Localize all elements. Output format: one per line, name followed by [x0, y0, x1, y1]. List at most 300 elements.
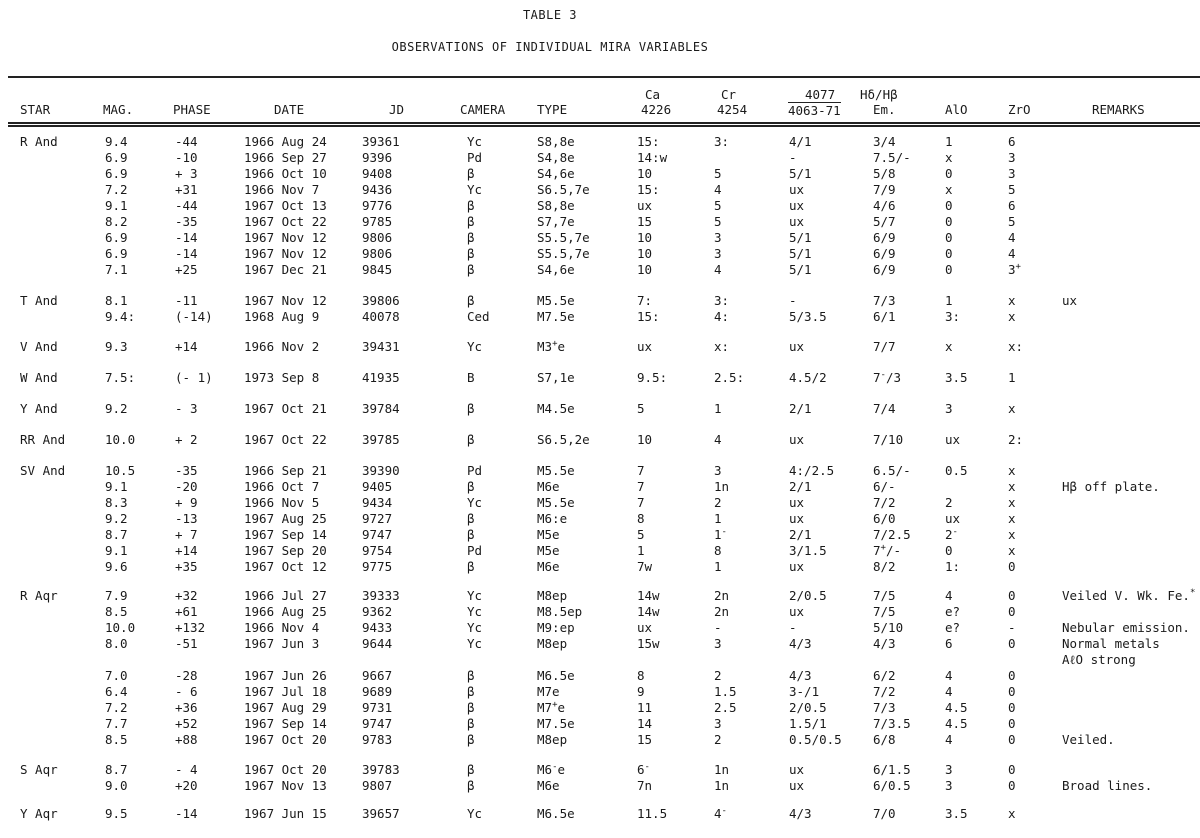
cell-date: 1966 Jul 27	[244, 588, 327, 603]
cell-hdelta: 3/4	[873, 134, 896, 149]
cell-camera: β	[467, 214, 475, 229]
cell-type: M6e	[537, 479, 560, 494]
cell-date: 1967 Sep 14	[244, 527, 327, 542]
cell-camera: β	[467, 732, 475, 747]
cell-ca: 8	[637, 511, 645, 526]
cell-hdelta: 6/0	[873, 511, 896, 526]
cell-cr: 2n	[714, 604, 730, 619]
cell-zro: 0	[1008, 716, 1016, 731]
cell-phase: - 3	[175, 401, 198, 416]
cell-alo: 6	[945, 636, 953, 651]
cell-alo: ux	[945, 511, 961, 526]
cell-ratio: 3/1.5	[789, 543, 827, 558]
cell-zro: 2:	[1008, 432, 1024, 447]
cell-alo: 3.5	[945, 806, 968, 821]
cell-camera: β	[467, 762, 475, 777]
cell-ratio: ux	[789, 339, 805, 354]
cell-ca: ux	[637, 620, 653, 635]
cell-jd: 9747	[362, 527, 393, 542]
cell-star: R And	[20, 134, 58, 149]
cell-mag: 8.1	[105, 293, 128, 308]
cell-ca: 10	[637, 432, 653, 447]
cell-jd: 39333	[362, 588, 400, 603]
cell-phase: +132	[175, 620, 206, 635]
cell-phase: -35	[175, 463, 198, 478]
cell-zro: x	[1008, 293, 1016, 308]
cell-ratio: 2/1	[789, 401, 812, 416]
cell-alo: x	[945, 182, 953, 197]
cell-camera: Yc	[467, 806, 483, 821]
cell-cr: 4	[714, 262, 722, 277]
cell-mag: 8.7	[105, 527, 128, 542]
cell-remarks: ux	[1062, 293, 1078, 308]
cell-ca: 8	[637, 668, 645, 683]
cell-cr: -	[714, 620, 722, 635]
cell-ratio: -	[789, 293, 797, 308]
cell-ca: 15	[637, 214, 653, 229]
cell-star: Y Aqr	[20, 806, 58, 821]
cell-type: S4,6e	[537, 166, 575, 181]
cell-zro: 6	[1008, 198, 1016, 213]
cell-alo: 4	[945, 588, 953, 603]
cell-jd: 39431	[362, 339, 400, 354]
cell-mag: 9.1	[105, 198, 128, 213]
cell-mag: 7.5:	[105, 370, 136, 385]
cell-mag: 7.0	[105, 668, 128, 683]
cell-alo: 3.5	[945, 370, 968, 385]
cell-alo: 0	[945, 230, 953, 245]
cell-ratio: 0.5/0.5	[789, 732, 842, 747]
cell-phase: +25	[175, 262, 198, 277]
cell-hdelta: 6/-	[873, 479, 896, 494]
cell-phase: -10	[175, 150, 198, 165]
cell-type: S8,8e	[537, 134, 575, 149]
cell-camera: β	[467, 166, 475, 181]
cell-ca: 14	[637, 716, 653, 731]
cell-phase: -35	[175, 214, 198, 229]
header-double-rule-1	[8, 122, 1200, 124]
cell-phase: - 4	[175, 762, 198, 777]
cell-type: S7,1e	[537, 370, 575, 385]
cell-jd: 39785	[362, 432, 400, 447]
cell-zro: x	[1008, 511, 1016, 526]
cell-zro: 0	[1008, 778, 1016, 793]
cell-date: 1967 Nov 12	[244, 230, 327, 245]
cell-phase: +52	[175, 716, 198, 731]
cell-type: S7,7e	[537, 214, 575, 229]
cell-hdelta: 5/7	[873, 214, 896, 229]
cell-date: 1967 Nov 12	[244, 246, 327, 261]
cell-alo: 0	[945, 166, 953, 181]
cell-remarks: Hβ off plate.	[1062, 479, 1160, 494]
cell-ratio: ux	[789, 778, 805, 793]
cell-jd: 9667	[362, 668, 393, 683]
col-jd-header: JD	[389, 102, 405, 117]
cell-ratio: 4/3	[789, 806, 812, 821]
cell-alo: 0	[945, 246, 953, 261]
cell-type: M4.5e	[537, 401, 575, 416]
cell-date: 1967 Oct 20	[244, 762, 327, 777]
cell-phase: +20	[175, 778, 198, 793]
cell-jd: 9785	[362, 214, 393, 229]
cell-hdelta: 7/2	[873, 495, 896, 510]
cell-alo: 3	[945, 778, 953, 793]
cell-hdelta: 6/1.5	[873, 762, 911, 777]
cell-cr: 5	[714, 166, 722, 181]
cell-camera: β	[467, 230, 475, 245]
cell-date: 1967 Oct 20	[244, 732, 327, 747]
cell-date: 1967 Oct 13	[244, 198, 327, 213]
cell-type: M6e	[537, 559, 560, 574]
cell-phase: +32	[175, 588, 198, 603]
cell-jd: 9806	[362, 230, 393, 245]
col-alo-header: AlO	[945, 102, 968, 117]
col-cr-header: Cr	[721, 87, 737, 102]
cell-jd: 39361	[362, 134, 400, 149]
cell-ca: 10	[637, 246, 653, 261]
cell-mag: 9.3	[105, 339, 128, 354]
cell-alo: x	[945, 150, 953, 165]
cell-mag: 8.7	[105, 762, 128, 777]
cell-cr: 8	[714, 543, 722, 558]
cell-cr: 3	[714, 716, 722, 731]
cell-zro: x	[1008, 463, 1016, 478]
cell-camera: Yc	[467, 182, 483, 197]
cell-camera: β	[467, 198, 475, 213]
cell-mag: 8.5	[105, 732, 128, 747]
cell-ca: 9	[637, 684, 645, 699]
cell-jd: 9776	[362, 198, 393, 213]
cell-jd: 39783	[362, 762, 400, 777]
cell-hdelta: 7/2	[873, 684, 896, 699]
cell-mag: 9.1	[105, 479, 128, 494]
cell-type: M8.5ep	[537, 604, 583, 619]
cell-mag: 8.0	[105, 636, 128, 651]
cell-mag: 7.1	[105, 262, 128, 277]
cell-phase: -11	[175, 293, 198, 308]
cell-alo: 3	[945, 401, 953, 416]
cell-hdelta: 6.5/-	[873, 463, 911, 478]
cell-camera: B	[467, 370, 475, 385]
cell-camera: β	[467, 479, 475, 494]
cell-date: 1967 Nov 12	[244, 293, 327, 308]
cell-ca: 15:	[637, 182, 660, 197]
cell-alo: 0	[945, 198, 953, 213]
cell-ca: 15w	[637, 636, 660, 651]
cell-date: 1966 Nov 2	[244, 339, 320, 354]
cell-jd: 9408	[362, 166, 393, 181]
cell-alo: 0	[945, 214, 953, 229]
cell-ratio: 1.5/1	[789, 716, 827, 731]
cell-mag: 9.4	[105, 134, 128, 149]
cell-date: 1968 Aug 9	[244, 309, 320, 324]
cell-remarks: Broad lines.	[1062, 778, 1153, 793]
cell-date: 1967 Sep 14	[244, 716, 327, 731]
cell-phase: -44	[175, 198, 198, 213]
cell-cr: 4:	[714, 309, 730, 324]
cell-ca: 5	[637, 527, 645, 542]
cell-ca: 7	[637, 463, 645, 478]
cell-phase: +14	[175, 339, 198, 354]
cell-date: 1966 Sep 27	[244, 150, 327, 165]
cell-zro: x	[1008, 401, 1016, 416]
cell-hdelta: 7/5	[873, 588, 896, 603]
cell-zro: 4	[1008, 246, 1016, 261]
cell-camera: β	[467, 668, 475, 683]
cell-alo: e?	[945, 604, 961, 619]
cell-zro: 0	[1008, 762, 1016, 777]
cell-cr: 2.5	[714, 700, 737, 715]
cell-type: M6:e	[537, 511, 568, 526]
cell-ratio: ux	[789, 762, 805, 777]
cell-star: R Aqr	[20, 588, 58, 603]
cell-date: 1966 Aug 25	[244, 604, 327, 619]
cell-type: M8ep	[537, 732, 568, 747]
cell-camera: β	[467, 559, 475, 574]
cell-ca: 7	[637, 479, 645, 494]
cell-zro: 0	[1008, 684, 1016, 699]
cell-ca: 14:w	[637, 150, 668, 165]
cell-ca: 7n	[637, 778, 653, 793]
cell-cr: 5	[714, 214, 722, 229]
cell-date: 1967 Aug 25	[244, 511, 327, 526]
cell-ratio: 2/0.5	[789, 700, 827, 715]
cell-jd: 39657	[362, 806, 400, 821]
cell-star: SV And	[20, 463, 66, 478]
col-camera-header: CAMERA	[460, 102, 506, 117]
cell-ca: 1	[637, 543, 645, 558]
cell-zro: x	[1008, 309, 1016, 324]
cell-star: S Aqr	[20, 762, 58, 777]
cell-ca: 9.5:	[637, 370, 668, 385]
cell-phase: -51	[175, 636, 198, 651]
cell-ratio: 3-/1	[789, 684, 820, 699]
cell-cr: 3	[714, 636, 722, 651]
cell-ratio: ux	[789, 495, 805, 510]
col-star-header: STAR	[20, 102, 51, 117]
cell-jd: 9434	[362, 495, 393, 510]
cell-jd: 9747	[362, 716, 393, 731]
cell-star: W And	[20, 370, 58, 385]
cell-hdelta: 7/9	[873, 182, 896, 197]
cell-jd: 9436	[362, 182, 393, 197]
cell-cr: 1	[714, 511, 722, 526]
cell-ratio: 4:/2.5	[789, 463, 835, 478]
cell-ca: 6-	[637, 761, 650, 777]
col-type-header: TYPE	[537, 102, 568, 117]
col-phase-header: PHASE	[173, 102, 211, 117]
cell-ca: 15:	[637, 309, 660, 324]
cell-date: 1967 Oct 21	[244, 401, 327, 416]
col-ratio-numerator: 4077	[805, 87, 836, 102]
cell-alo: 2-	[945, 526, 958, 542]
cell-date: 1967 Jul 18	[244, 684, 327, 699]
cell-ca: ux	[637, 198, 653, 213]
cell-mag: 6.9	[105, 150, 128, 165]
cell-date: 1967 Jun 3	[244, 636, 320, 651]
cell-ratio: 2/0.5	[789, 588, 827, 603]
cell-ca: 14w	[637, 588, 660, 603]
cell-jd: 9783	[362, 732, 393, 747]
cell-ratio: ux	[789, 198, 805, 213]
cell-type: M8ep	[537, 588, 568, 603]
cell-hdelta: 7/4	[873, 401, 896, 416]
cell-cr: 3	[714, 463, 722, 478]
cell-camera: β	[467, 293, 475, 308]
cell-remarks: Normal metals	[1062, 636, 1160, 651]
cell-type: S5.5,7e	[537, 246, 590, 261]
cell-camera: β	[467, 700, 475, 715]
cell-ca: 15	[637, 732, 653, 747]
cell-date: 1967 Oct 12	[244, 559, 327, 574]
cell-date: 1967 Dec 21	[244, 262, 327, 277]
col-ca-wavelength: 4226	[641, 102, 672, 117]
cell-hdelta: 7-/3	[873, 369, 902, 385]
cell-cr: 1n	[714, 762, 730, 777]
cell-cr: 3:	[714, 293, 730, 308]
cell-jd: 39806	[362, 293, 400, 308]
col-cr-wavelength: 4254	[717, 102, 748, 117]
cell-type: M8ep	[537, 636, 568, 651]
cell-ratio: ux	[789, 432, 805, 447]
col-ca-header: Ca	[645, 87, 661, 102]
cell-mag: 6.9	[105, 246, 128, 261]
cell-camera: Pd	[467, 150, 483, 165]
cell-ratio: 4/3	[789, 668, 812, 683]
cell-camera: Yc	[467, 620, 483, 635]
cell-mag: 6.9	[105, 230, 128, 245]
table-number: TABLE 3	[522, 8, 578, 22]
cell-phase: +14	[175, 543, 198, 558]
cell-ratio: 5/1	[789, 230, 812, 245]
cell-camera: β	[467, 716, 475, 731]
cell-ca: 5	[637, 401, 645, 416]
cell-type: M5e	[537, 527, 560, 542]
cell-mag: 7.7	[105, 716, 128, 731]
cell-phase: -28	[175, 668, 198, 683]
cell-cr: 2n	[714, 588, 730, 603]
cell-type: S4,6e	[537, 262, 575, 277]
cell-hdelta: 7/10	[873, 432, 904, 447]
cell-camera: β	[467, 401, 475, 416]
cell-hdelta: 8/2	[873, 559, 896, 574]
cell-hdelta: 7/7	[873, 339, 896, 354]
cell-jd: 9405	[362, 479, 393, 494]
cell-ratio: 5/3.5	[789, 309, 827, 324]
cell-date: 1966 Sep 21	[244, 463, 327, 478]
cell-zro: 0	[1008, 559, 1016, 574]
cell-mag: 7.9	[105, 588, 128, 603]
cell-alo: 4.5	[945, 716, 968, 731]
cell-zro: 3	[1008, 150, 1016, 165]
cell-zro: 0	[1008, 636, 1016, 651]
cell-mag: 6.9	[105, 166, 128, 181]
cell-cr: 4	[714, 182, 722, 197]
cell-cr: 1n	[714, 479, 730, 494]
cell-ratio: ux	[789, 604, 805, 619]
cell-type: M6.5e	[537, 806, 575, 821]
cell-star: RR And	[20, 432, 66, 447]
cell-alo: e?	[945, 620, 961, 635]
cell-zro: 4	[1008, 230, 1016, 245]
cell-hdelta: 5/8	[873, 166, 896, 181]
cell-jd: 9727	[362, 511, 393, 526]
cell-date: 1966 Nov 5	[244, 495, 320, 510]
cell-camera: β	[467, 511, 475, 526]
cell-ratio: 5/1	[789, 246, 812, 261]
cell-ca: 11.5	[637, 806, 668, 821]
cell-jd: 9433	[362, 620, 393, 635]
cell-alo: 1	[945, 134, 953, 149]
cell-ratio: 2/1	[789, 479, 812, 494]
cell-cr: 3	[714, 230, 722, 245]
cell-remarks: Nebular emission.	[1062, 620, 1190, 635]
cell-type: M3+e	[537, 338, 566, 354]
cell-hdelta: 4/3	[873, 636, 896, 651]
cell-date: 1966 Oct 10	[244, 166, 327, 181]
cell-remarks: Veiled V. Wk. Fe.*	[1062, 587, 1196, 603]
cell-camera: Yc	[467, 604, 483, 619]
cell-type: M7.5e	[537, 716, 575, 731]
cell-type: M5.5e	[537, 293, 575, 308]
cell-ratio: ux	[789, 559, 805, 574]
cell-camera: Yc	[467, 636, 483, 651]
cell-jd: 9806	[362, 246, 393, 261]
cell-cr: 1.5	[714, 684, 737, 699]
cell-phase: +35	[175, 559, 198, 574]
cell-date: 1967 Jun 15	[244, 806, 327, 821]
table-title: OBSERVATIONS OF INDIVIDUAL MIRA VARIABLES	[391, 40, 709, 54]
cell-ca: 14w	[637, 604, 660, 619]
cell-camera: β	[467, 432, 475, 447]
cell-phase: -14	[175, 246, 198, 261]
cell-jd: 9396	[362, 150, 393, 165]
cell-phase: -14	[175, 230, 198, 245]
cell-type: M7e	[537, 684, 560, 699]
cell-jd: 9689	[362, 684, 393, 699]
cell-mag: 10.5	[105, 463, 136, 478]
cell-alo: 3	[945, 762, 953, 777]
cell-ca: 10	[637, 262, 653, 277]
cell-phase: + 3	[175, 166, 198, 181]
cell-type: S5.5,7e	[537, 230, 590, 245]
cell-phase: + 7	[175, 527, 198, 542]
cell-ratio: 5/1	[789, 262, 812, 277]
cell-jd: 9775	[362, 559, 393, 574]
cell-phase: -13	[175, 511, 198, 526]
cell-phase: +88	[175, 732, 198, 747]
cell-type: M6.5e	[537, 668, 575, 683]
header-double-rule-2	[8, 125, 1200, 127]
cell-zro: 0	[1008, 732, 1016, 747]
cell-cr: x:	[714, 339, 730, 354]
cell-zro: x	[1008, 479, 1016, 494]
cell-ca: 11	[637, 700, 653, 715]
cell-camera: Yc	[467, 588, 483, 603]
cell-mag: 9.0	[105, 778, 128, 793]
cell-camera: Yc	[467, 339, 483, 354]
cell-zro: 0	[1008, 668, 1016, 683]
cell-zro: 0	[1008, 604, 1016, 619]
cell-cr: 2	[714, 495, 722, 510]
cell-date: 1966 Aug 24	[244, 134, 327, 149]
cell-jd: 39390	[362, 463, 400, 478]
cell-hdelta: 7/2.5	[873, 527, 911, 542]
cell-alo: 4	[945, 732, 953, 747]
top-rule	[8, 76, 1200, 78]
cell-ca: 7:	[637, 293, 653, 308]
cell-hdelta: 7/3	[873, 700, 896, 715]
